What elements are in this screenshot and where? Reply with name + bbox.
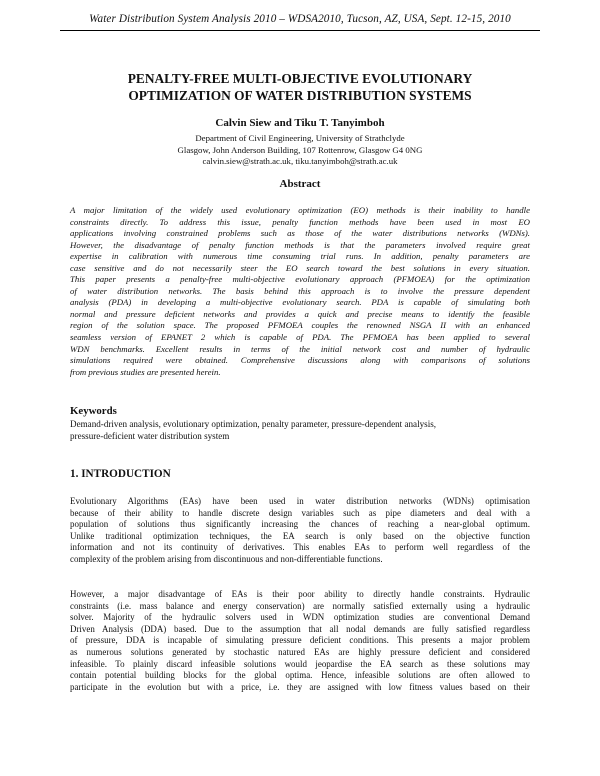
abstract-line: from previous studies are presented herein. — [70, 366, 221, 377]
affiliation-emails: calvin.siew@strath.ac.uk, tiku.tanyimboh@strath.ac.uk — [202, 156, 398, 167]
intro-paragraph-1 — [70, 496, 530, 566]
paper-title — [60, 70, 540, 104]
abstract-line: region of the solution space. The proposed PFMOEA couples the renowned NSGA II with an enhanced — [70, 320, 530, 331]
abstract-line: normal and pressure deficient networks and provides a quick and precise means to identify the feasible — [70, 308, 530, 319]
abstract-line: simulations required were obtained. Comprehensive discussions along with comparisons of solutions — [70, 355, 530, 366]
paragraph-line: as numerous solutions generated by stochastic natured EAs are highly pressure deficient and considered — [70, 646, 530, 657]
paper-title-line: OPTIMIZATION OF WATER DISTRIBUTION SYSTEMS — [128, 88, 472, 103]
paragraph-line: complexity of the problem arising from discontinuous and non-differentiable functions. — [70, 553, 383, 564]
keywords-line: Demand-driven analysis, evolutionary optimization, penalty parameter, pressure-dependent analysis, — [70, 419, 437, 429]
intro-paragraph-2 — [70, 589, 530, 693]
keywords-line: pressure-deficient water distribution system — [70, 431, 230, 441]
author-affiliation — [60, 133, 540, 168]
keywords-list — [70, 418, 540, 442]
abstract-line: analysis (PDA) in developing a multi-objective evolutionary search. PDA is capable of simulating both — [70, 297, 530, 308]
abstract-line: of water distribution networks. The basis behind this approach is to involve the pressure dependent — [70, 285, 530, 296]
paragraph-line: However, a major disadvantage of EAs is their poor ability to directly handle constraints. Hydraulic — [70, 589, 530, 599]
paragraph-line: population of solutions thus significantly increasing the chances of reaching a near-global optimum. — [70, 519, 530, 530]
affiliation-department: Department of Civil Engineering, University of Strathclyde — [195, 133, 405, 143]
abstract-line: constraints directly. To address this issue, penalty function methods have been used in most EO — [70, 216, 530, 227]
paragraph-line: infeasible. To plainly discard infeasible solutions would jeopardise the EA search as these solutions may — [70, 658, 530, 669]
abstract-line: seamless version of EPANET 2 which is capable of PDA. The PFMOEA has been applied to several — [70, 332, 530, 343]
paragraph-line: Driven Analysis (DDA) based. Due to the assumption that all nodal demands are fully satisfied regardless — [70, 623, 530, 634]
abstract-line: case sensitive and do not necessarily steer the EO search toward the best solutions in every situation. — [70, 262, 530, 273]
abstract-line: WDN benchmarks. Excellent results in terms of the initial network cost and number of hydraulic — [70, 343, 530, 354]
paragraph-line: information and not its continuity of derivatives. This enables EAs to perform well regardless of the — [70, 542, 530, 553]
abstract-line: This paper presents a penalty-free multi-objective evolutionary approach (PFMOEA) for the optimization — [70, 274, 530, 285]
keywords-heading: Keywords — [70, 405, 117, 417]
section-heading-introduction: 1. INTRODUCTION — [70, 468, 171, 480]
paragraph-line: constraints (i.e. mass balance and energy conservation) are normally satisfied externally using a hydraulic — [70, 600, 530, 611]
abstract-line: expertise in calibration with numerous time consuming trial runs. In addition, penalty parameters are — [70, 251, 530, 262]
affiliation-address: Glasgow, John Anderson Building, 107 Rottenrow, Glasgow G4 0NG — [177, 144, 423, 155]
abstract-heading: Abstract — [279, 178, 321, 190]
abstract-line: However, the disadvantage of penalty function methods is that the parameters involved require great — [70, 239, 530, 250]
abstract-line: applications involving constrained problems such as those of the water distributions networks (WDNs). — [70, 228, 530, 239]
abstract-line: A major limitation of the widely used evolutionary optimization (EO) methods is their inability to handle — [70, 205, 530, 215]
paragraph-line: solver. Majority of the hydraulic solvers used in WDN optimization studies are conventional Demand — [70, 612, 530, 623]
paragraph-line: because of their ability to handle discrete design variables such as pipe diameters and deal with a — [70, 507, 530, 518]
paragraph-line: Unlike traditional optimization techniques, the EA search is only based on the objective function — [70, 530, 530, 541]
running-header: Water Distribution System Analysis 2010 – WDSA2010, Tucson, AZ, USA, Sept. 12-15, 2010 — [89, 13, 511, 25]
header-rule — [60, 30, 540, 31]
paper-authors: Calvin Siew and Tiku T. Tanyimboh — [215, 117, 385, 129]
paragraph-line: Evolutionary Algorithms (EAs) have been used in water distribution networks (WDNs) optimisation — [70, 496, 530, 506]
paragraph-line: participate in the evolution but with a price, i.e. they are assigned with low fitness values based on their — [70, 681, 530, 692]
abstract-body — [70, 205, 530, 378]
paper-title-line: PENALTY-FREE MULTI-OBJECTIVE EVOLUTIONARY — [127, 71, 473, 86]
paragraph-line: of pressure, DDA is incapable of simulating pressure deficient conditions. This presents a major problem — [70, 635, 530, 646]
paragraph-line: contain potential building blocks for the global optima. Hence, infeasible solutions are often allowed to — [70, 670, 530, 681]
